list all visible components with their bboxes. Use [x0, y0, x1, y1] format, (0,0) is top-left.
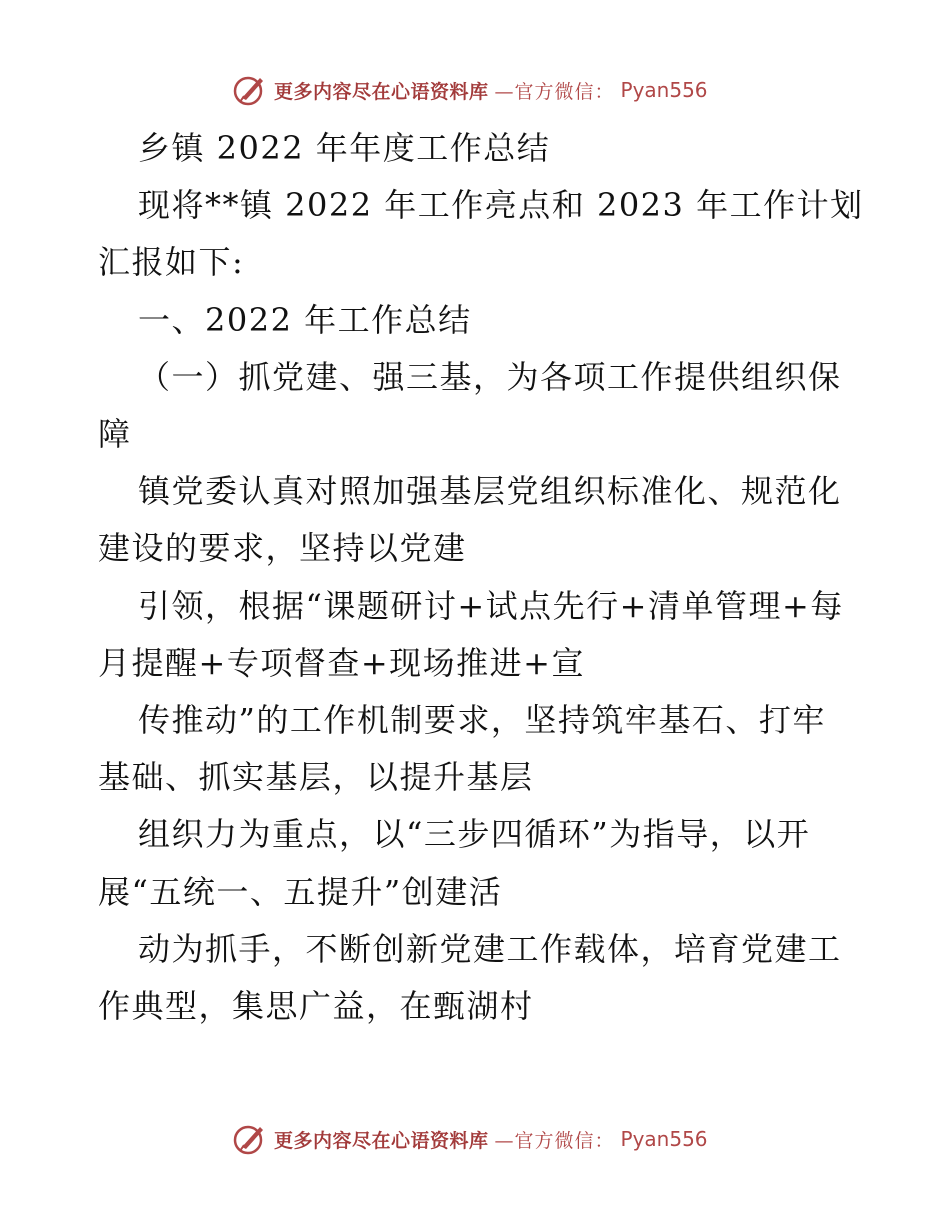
- paragraph-line: 传推动”的工作机制要求，坚持筑牢基石、打牢: [138, 701, 826, 740]
- paragraph-line: 展“五统一、五提升”创建活: [98, 872, 503, 911]
- paragraph-line: 月提醒+专项督查+现场推进+宣: [98, 643, 585, 682]
- paragraph-line: 建设的要求，坚持以党建: [98, 529, 467, 568]
- body-paragraph: [98, 692, 858, 806]
- paragraph-line: 引领，根据“课题研讨+试点先行+清单管理+每: [138, 586, 844, 625]
- paragraph-title: [98, 120, 858, 177]
- paragraph-line: 汇报如下:: [98, 243, 245, 282]
- section-heading: [98, 292, 858, 349]
- paragraph-line: 镇党委认真对照加强基层党组织标准化、规范化: [138, 472, 842, 511]
- watermark-separator-text: —官方微信：: [494, 1129, 615, 1152]
- paragraph-line: （一）抓党建、强三基，为各项工作提供组织保: [138, 357, 842, 396]
- watermark-wechat-id: Pyan556: [620, 78, 708, 102]
- watermark-wechat-id: Pyan556: [620, 1127, 708, 1151]
- watermark-separator-text: —官方微信：: [494, 80, 615, 103]
- paragraph-line: 基础、抓实基层，以提升基层: [98, 758, 534, 797]
- paragraph-line: 动为抓手，不断创新党建工作载体，培育党建工: [138, 929, 842, 968]
- body-paragraph: [98, 463, 858, 577]
- body-paragraph: [98, 806, 858, 920]
- paragraph-line: 作典型，集思广益，在甄湖村: [98, 987, 534, 1026]
- paragraph-line: 一、2022 年工作总结: [138, 300, 472, 339]
- paragraph-intro: [98, 177, 864, 291]
- paragraph-line: 现将**镇 2022 年工作亮点和 2023 年工作计划: [138, 186, 864, 225]
- paragraph-line: 组织力为重点，以“三步四循环”为指导，以开: [138, 815, 811, 854]
- watermark-brand-text: 更多内容尽在心语资料库: [274, 1129, 489, 1152]
- subsection-heading: [98, 349, 858, 463]
- watermark-banner-top: [232, 72, 708, 108]
- body-paragraph: [98, 921, 858, 1035]
- quill-pen-logo-icon: [232, 72, 268, 108]
- paragraph-line: 乡镇 2022 年年度工作总结: [138, 129, 551, 167]
- body-paragraph: [98, 578, 858, 692]
- paragraph-line: 障: [98, 415, 132, 454]
- watermark-banner-bottom: [232, 1121, 708, 1157]
- quill-pen-logo-icon: [232, 1121, 268, 1157]
- document-body: [98, 120, 864, 1035]
- watermark-brand-text: 更多内容尽在心语资料库: [274, 80, 489, 103]
